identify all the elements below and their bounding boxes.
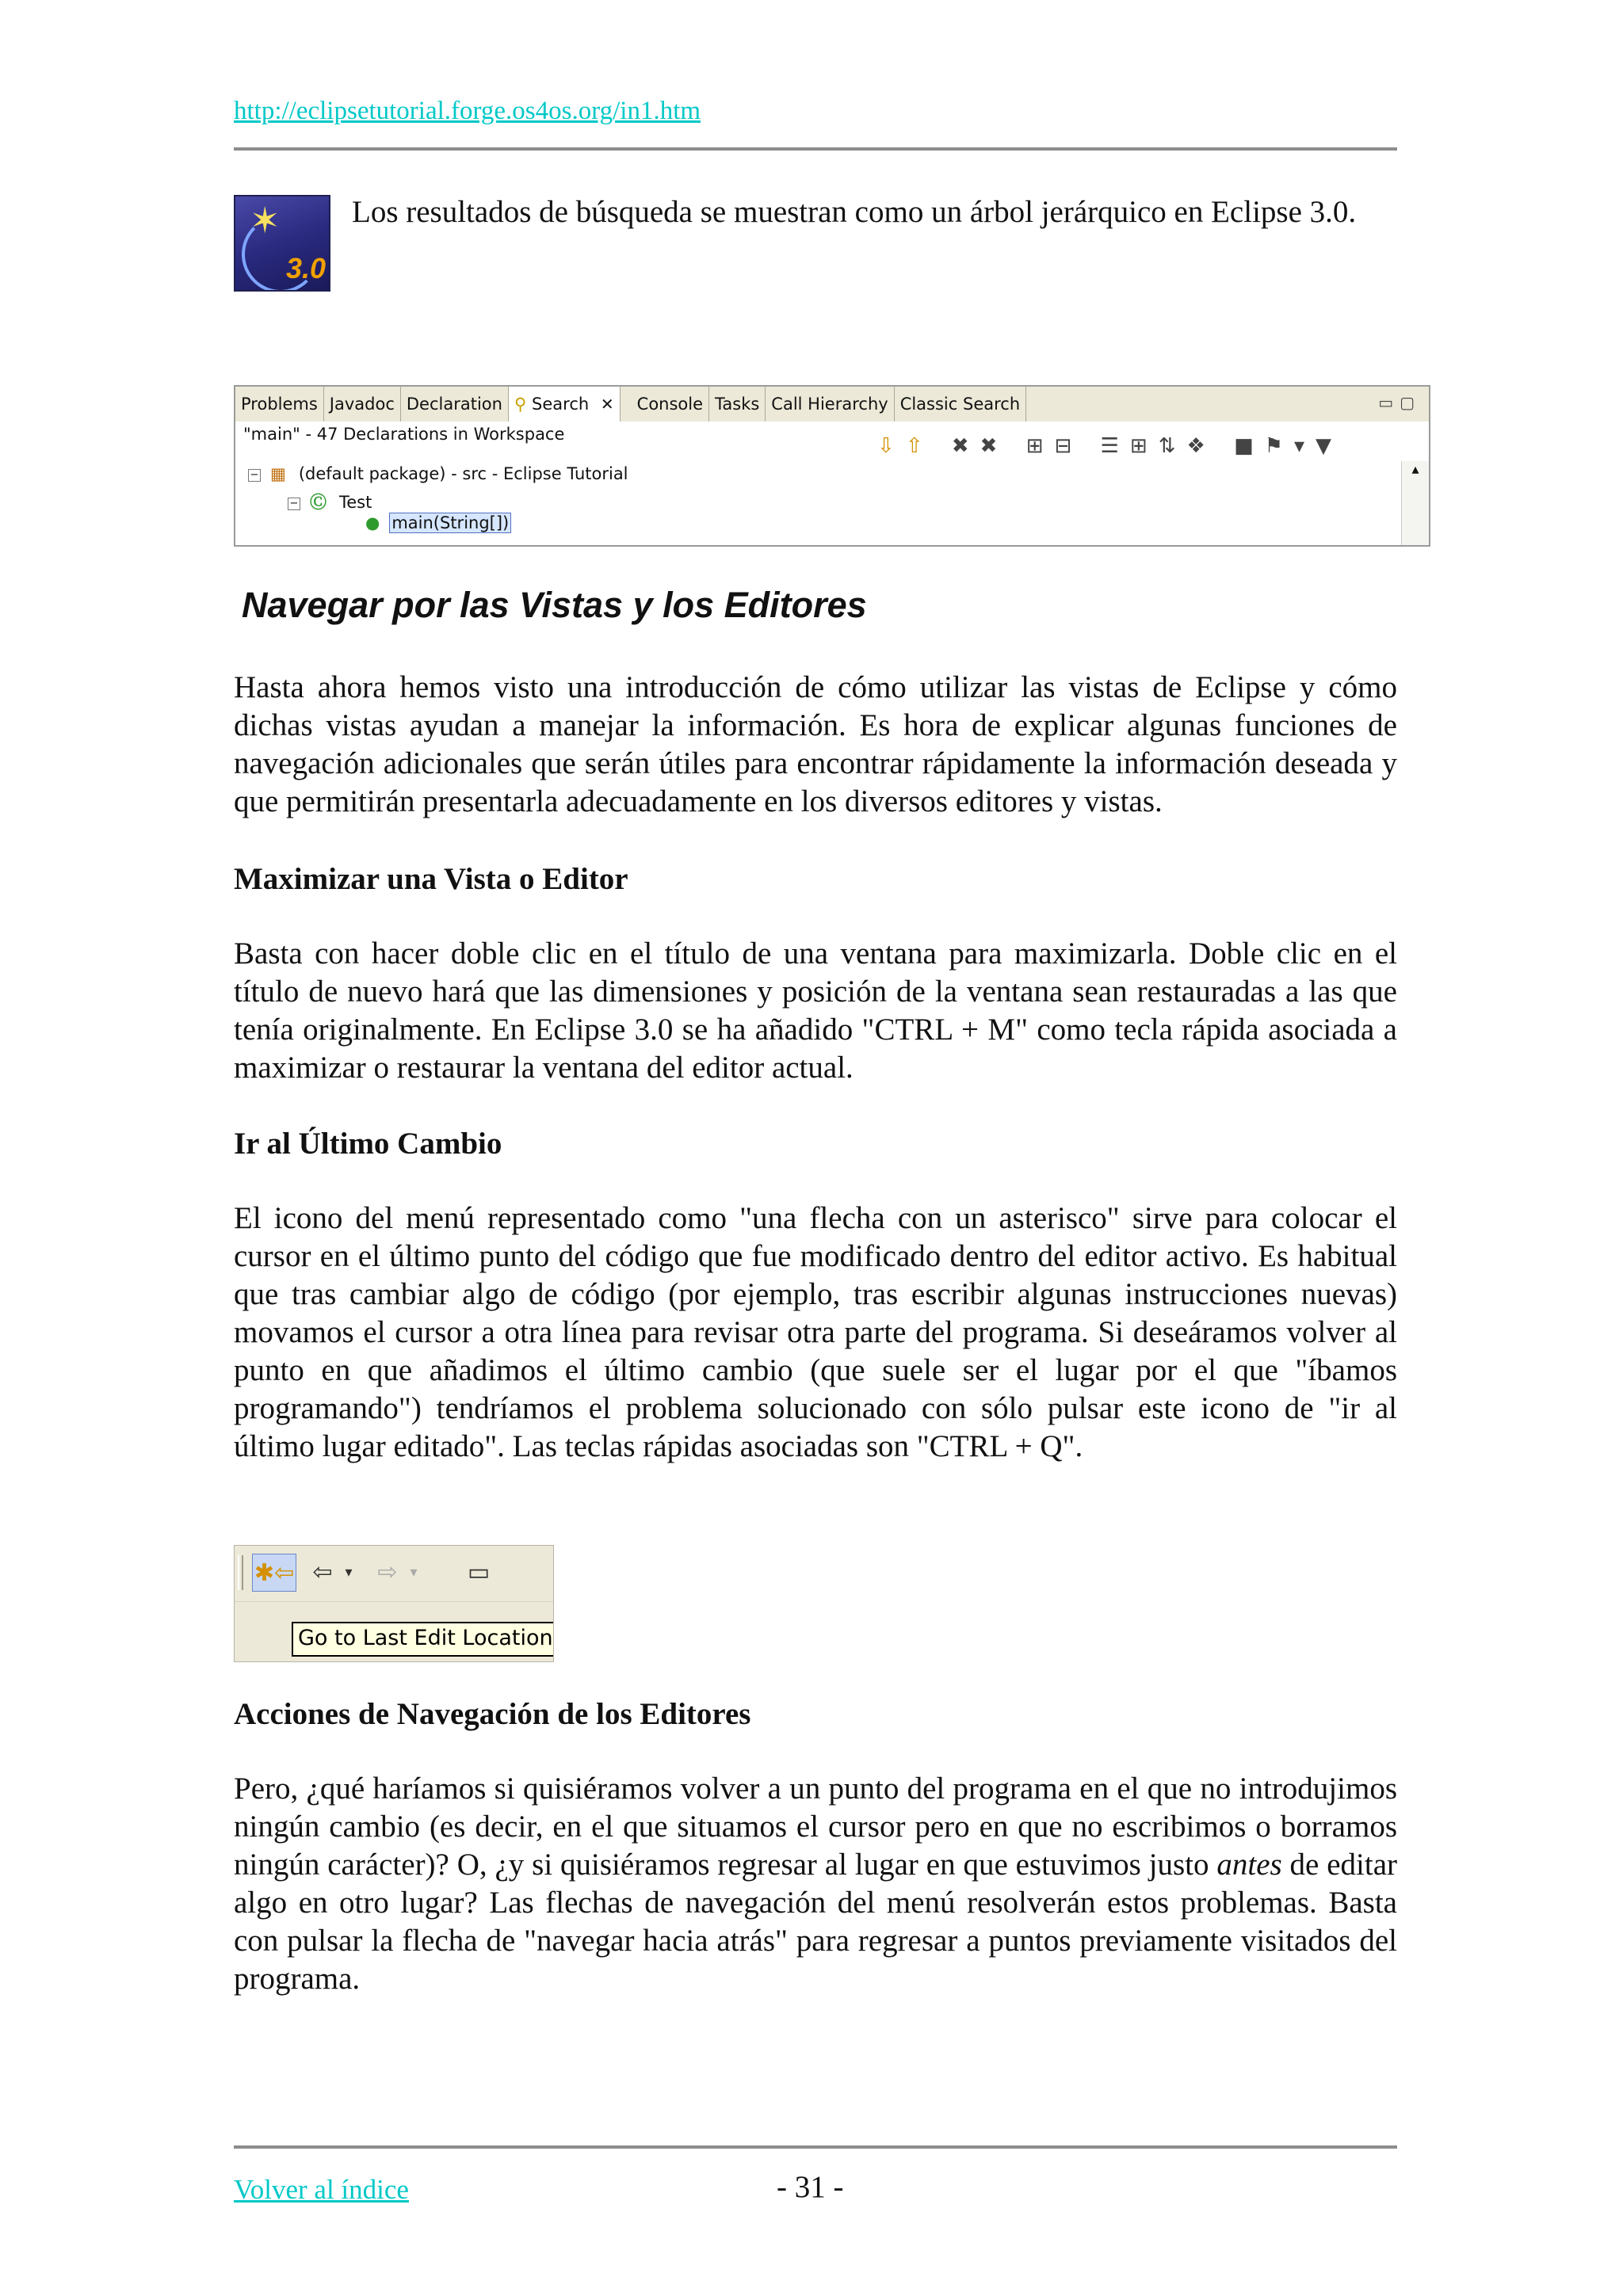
forward-arrow-icon[interactable]: ⇨: [377, 1558, 398, 1586]
search-tab-icon: ⚲: [514, 395, 527, 414]
heading-maximize: Maximizar una Vista o Editor: [234, 862, 628, 896]
search-results-tree: [235, 461, 1429, 545]
tree-row-class[interactable]: [288, 490, 372, 513]
collapse-toggle-icon[interactable]: −: [288, 498, 300, 510]
back-dropdown-icon[interactable]: ▾: [345, 1564, 353, 1581]
nav-text-before: Pero, ¿qué haríamos si quisiéramos volver a un punto del programa en el que no introdujimos ningún cambio (es decir, en el que situamos el cursor pero en que no escribimos o borramos ningún carácter)? O, ¿y si quisiéramos regresar al lugar en que estuvimos justo: [234, 1772, 1397, 1882]
expand-all-icon[interactable]: ⊞: [1025, 434, 1055, 458]
toolbar-screenshot: [234, 1545, 554, 1662]
group-icon[interactable]: ❖: [1186, 434, 1216, 458]
toolbar-row: [235, 1546, 553, 1602]
heading-last-change: Ir al Último Cambio: [234, 1127, 502, 1161]
heading-nav-actions: Acciones de Navegación de los Editores: [234, 1697, 751, 1731]
dropdown-icon[interactable]: ▾: [1293, 434, 1316, 458]
class-icon: Ⓒ: [310, 493, 327, 512]
star-icon: ✶: [250, 200, 281, 241]
show-as-tree-icon[interactable]: ⊞: [1129, 434, 1159, 458]
paragraph-last-change: El icono del menú representado como "una flecha con un asterisco" sirve para colocar el cursor en el último punto del código que fue modificado dentro del editor activo. Es habitual que tras cambiar algo de código (por ejemplo, tras escribir algunas instrucciones nuevas) movamos el cursor a otra línea para revisar otra parte del programa. Si deseáramos volver al punto en que añadimos el último cambio (que suele ser el lugar por el que "íbamos programando") tendríamos el problema solucionado con sólo pulsar este icono de "ir al último lugar editado". Las teclas rápidas asociadas son "CTRL + Q".: [234, 1201, 1397, 1463]
collapse-toggle-icon[interactable]: −: [248, 469, 261, 482]
tab-search[interactable]: [509, 387, 621, 421]
next-match-icon[interactable]: ⇩: [877, 434, 906, 458]
tree-row-package[interactable]: [248, 464, 628, 483]
class-label: Test: [339, 493, 372, 512]
collapse-all-icon[interactable]: ⊟: [1054, 434, 1083, 458]
tab-classic-search[interactable]: Classic Search: [895, 387, 1026, 421]
search-view-screenshot: [234, 385, 1430, 547]
paragraph-nav-actions: [234, 1770, 1397, 1998]
toolbar-grip[interactable]: [238, 1555, 243, 1590]
tab-problems[interactable]: Problems: [235, 387, 324, 421]
package-label: (default package) - src - Eclipse Tutorial: [298, 464, 628, 483]
scroll-up-icon[interactable]: ▴: [1411, 461, 1419, 478]
remove-all-icon[interactable]: ✖: [980, 434, 1009, 458]
section-title: Navegar por las Vistas y los Editores: [242, 585, 867, 625]
method-icon: ●: [365, 513, 380, 532]
tab-declaration[interactable]: Declaration: [401, 387, 509, 421]
method-label: main(String[]): [389, 513, 511, 533]
minimize-maximize-icon[interactable]: ▭▢: [1378, 393, 1421, 412]
tooltip: Go to Last Edit Location: [292, 1622, 554, 1657]
badge-version: 3.0: [285, 252, 326, 284]
paragraph-intro-navigation: Hasta ahora hemos visto una introducción de cómo utilizar las vistas de Eclipse y cómo dichas vistas ayudan a manejar la información. Es hora de explicar algunas funciones de navegación adicionales que serán útiles para encontrar rápidamente la información deseada y que permitirán presentarla adecuadamente en los diversos editores y vistas.: [234, 670, 1397, 818]
pin-icon[interactable]: ■: [1234, 434, 1265, 458]
back-arrow-icon[interactable]: ⇦: [312, 1558, 333, 1586]
search-summary: "main" - 47 Declarations in Workspace: [243, 425, 565, 444]
paragraph-maximize: Basta con hacer doble clic en el título de una ventana para maximizarla. Doble clic en el título de nuevo hará que las dimensiones y posición de la ventana sean restauradas a las que tenía originalmente. En Eclipse 3.0 se ha añadido "CTRL + M" como tecla rápida asociada a maximizar o restaurar la ventana del editor actual.: [234, 936, 1397, 1085]
nav-text-emphasis: antes: [1216, 1848, 1282, 1882]
history-icon[interactable]: ⚑: [1264, 434, 1294, 458]
close-icon[interactable]: ✕: [600, 395, 614, 414]
header-rule: [234, 147, 1397, 151]
forward-dropdown-icon[interactable]: ▾: [410, 1564, 418, 1581]
nav-text-after: de editar algo en otro lugar? Las flechas de navegación del menú resolverán estos problemas. Basta con pulsar la flecha de "navegar hacia atrás" para regresar a puntos previamente visitados del programa.: [234, 1848, 1397, 1996]
tab-javadoc[interactable]: Javadoc: [324, 387, 401, 421]
tab-tasks[interactable]: Tasks: [709, 387, 766, 421]
page-number: - 31 -: [777, 2170, 844, 2204]
eclipse-3-badge-icon: [234, 195, 330, 292]
show-as-list-icon[interactable]: ☰: [1100, 434, 1130, 458]
tree-row-method[interactable]: [365, 513, 511, 532]
tab-console[interactable]: Console: [632, 387, 709, 421]
sort-icon[interactable]: ⇅: [1158, 434, 1187, 458]
tab-call-hierarchy[interactable]: Call Hierarchy: [766, 387, 894, 421]
search-toolbar-icons[interactable]: [877, 434, 1342, 458]
view-tab-bar: [235, 387, 1429, 422]
back-to-index-link[interactable]: Volver al índice: [234, 2174, 409, 2205]
remove-match-icon[interactable]: ✖: [951, 434, 980, 458]
pin-editor-icon[interactable]: ▭: [467, 1558, 491, 1586]
tab-search-label: Search: [532, 395, 590, 414]
view-menu-icon[interactable]: ▼: [1316, 434, 1343, 458]
last-edit-location-icon[interactable]: ✱⇦: [252, 1554, 296, 1592]
package-icon: ▦: [270, 464, 286, 483]
header-url-link[interactable]: http://eclipsetutorial.forge.os4os.org/in1.htm: [234, 97, 701, 125]
intro-paragraph: Los resultados de búsqueda se muestran como un árbol jerárquico en Eclipse 3.0.: [352, 195, 1357, 229]
footer-rule: [234, 2145, 1397, 2149]
search-toolbar: [235, 421, 1429, 461]
scrollbar[interactable]: [1401, 461, 1429, 545]
previous-match-icon[interactable]: ⇧: [905, 434, 934, 458]
